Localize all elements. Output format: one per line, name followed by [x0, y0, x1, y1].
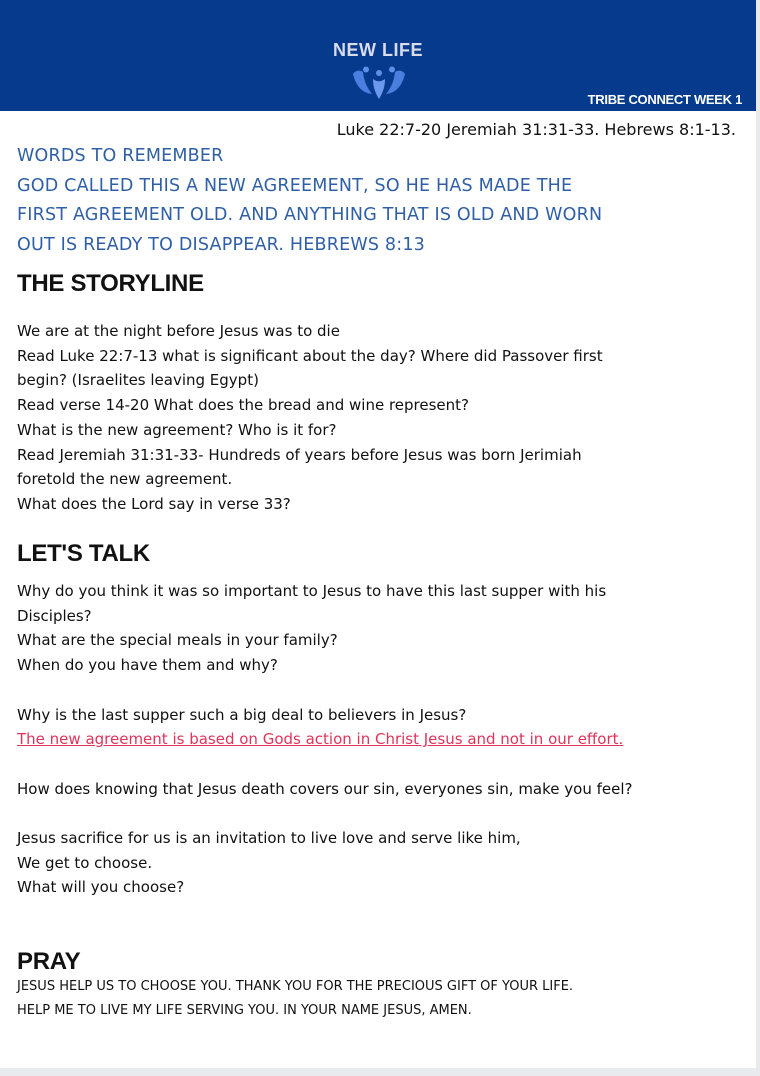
blank-line — [17, 801, 742, 826]
brand-title: NEW LIFE — [333, 40, 423, 60]
lets-talk-line: What will you choose? — [17, 878, 185, 897]
lets-talk-heading: LET'S TALK — [17, 540, 150, 567]
prayer-line: HELP ME TO LIVE MY LIFE SERVING YOU. IN YOUR NAME JESUS, AMEN. — [17, 1003, 472, 1018]
storyline-line: What is the new agreement? Who is it for? — [17, 420, 337, 439]
lets-talk-line: We get to choose. — [17, 853, 153, 872]
lets-talk-line: How does knowing that Jesus death covers our sin, everyones sin, make you feel? — [17, 779, 633, 798]
blank-line — [17, 752, 742, 777]
prayer-text — [17, 975, 742, 1023]
new-life-logo-icon — [350, 66, 408, 100]
prayer-line: JESUS HELP US TO CHOOSE YOU. THANK YOU FOR THE PRECIOUS GIFT OF YOUR LIFE. — [17, 979, 574, 994]
scripture-references: Luke 22:7-20 Jeremiah 31:31-33. Hebrews 8:1-13. — [336, 120, 736, 139]
storyline-heading: THE STORYLINE — [17, 270, 204, 297]
highlighted-answer: The new agreement is based on Gods action in Christ Jesus and not in our effort. — [17, 730, 624, 749]
storyline-line: Read Luke 22:7-13 what is significant about the day? Where did Passover first — [17, 346, 603, 365]
memory-verse-line: FIRST AGREEMENT OLD. AND ANYTHING THAT IS OLD AND WORN — [17, 205, 603, 225]
lets-talk-line: Why is the last supper such a big deal to believers in Jesus? — [17, 705, 467, 724]
memory-verse-line: GOD CALLED THIS A NEW AGREEMENT, SO HE HAS MADE THE — [17, 175, 573, 196]
lets-talk-line: When do you have them and why? — [17, 656, 278, 675]
storyline-line: Read Jeremiah 31:31-33- Hundreds of years before Jesus was born Jerimiah — [17, 445, 582, 464]
week-label: TRIBE CONNECT WEEK 1 — [587, 92, 742, 107]
lets-talk-line: Disciples? — [17, 606, 92, 625]
storyline-line: begin? (Israelites leaving Egypt) — [17, 371, 259, 390]
header-banner — [0, 0, 756, 111]
storyline-line: Read verse 14-20 What does the bread and wine represent? — [17, 396, 470, 415]
storyline-line: We are at the night before Jesus was to die — [17, 322, 340, 340]
memory-verse-title: WORDS TO REMEMBER — [17, 146, 224, 166]
storyline-text — [17, 319, 742, 517]
lets-talk-line: What are the special meals in your family? — [17, 631, 338, 650]
storyline-line: What does the Lord say in verse 33? — [17, 494, 291, 513]
blank-line — [17, 678, 742, 703]
memory-verse-line: OUT IS READY TO DISAPPEAR. HEBREWS 8:13 — [17, 234, 426, 255]
lets-talk-line: Jesus sacrifice for us is an invitation to live love and serve like him, — [17, 828, 521, 847]
memory-verse — [17, 142, 737, 260]
storyline-line: foretold the new agreement. — [17, 470, 233, 489]
pray-heading: PRAY — [17, 948, 81, 975]
lets-talk-text — [17, 579, 742, 900]
lets-talk-line: Why do you think it was so important to Jesus to have this last supper with his — [17, 582, 607, 600]
